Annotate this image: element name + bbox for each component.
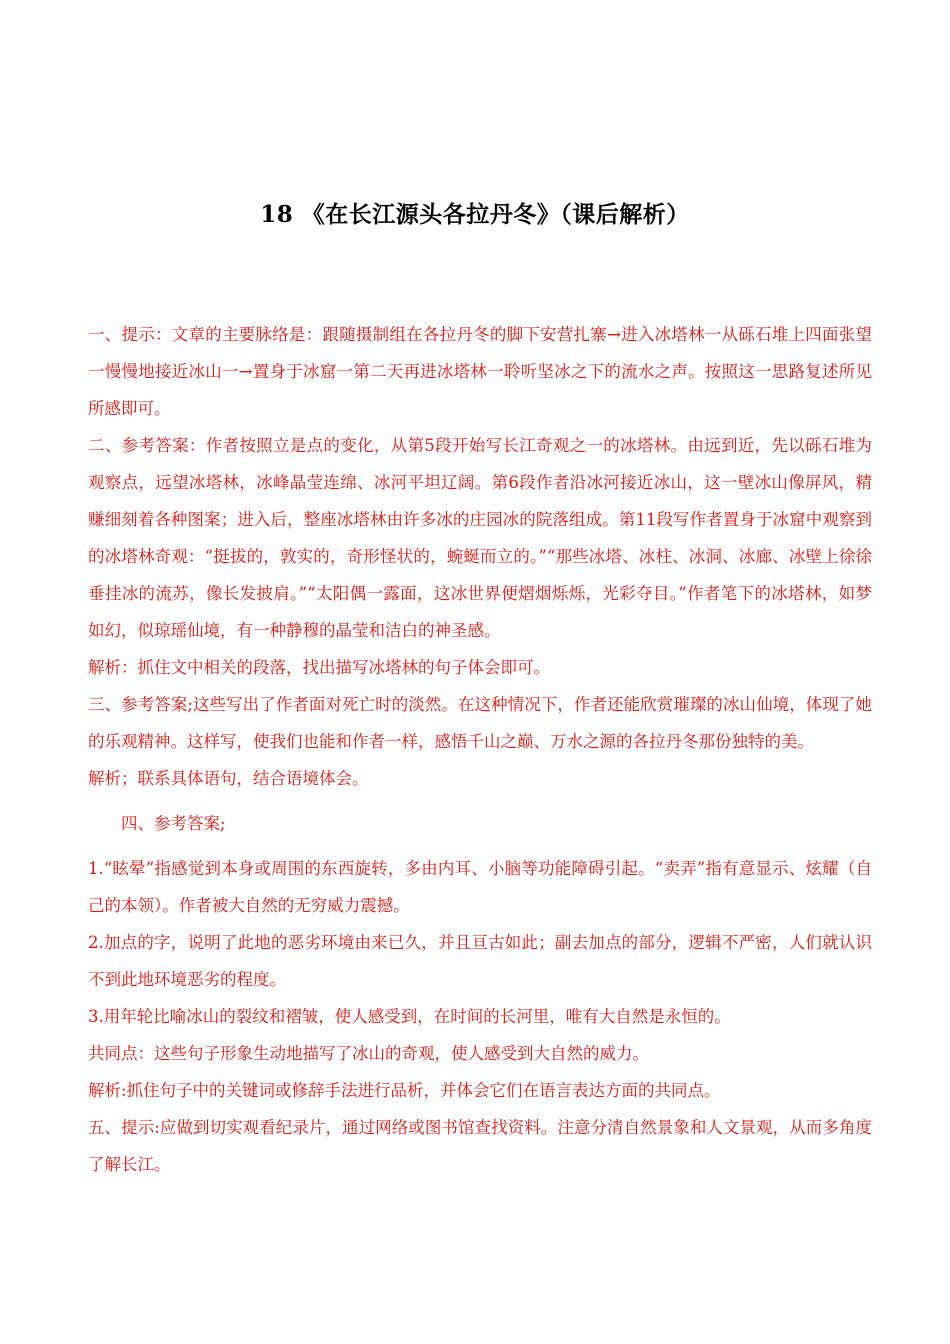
section-three-analysis: 解析；联系具体语句，结合语境体会。 xyxy=(88,769,369,788)
section-four-analysis: 解析:抓住句子中的关键词或修辞手法进行品析，并体会它们在语言表达方面的共同点。 xyxy=(88,1081,721,1100)
section-four-common-point: 共同点：这些句子形象生动地描写了冰山的奇观，使人感受到大自然的威力。 xyxy=(88,1044,649,1063)
section-four-item-2: 2.加点的字，说明了此地的恶劣环境由来已久，并且亘古如此；副去加点的部分，逻辑不严密，人们就认识不到此地环境恶劣的程度。 xyxy=(88,933,872,989)
section-three-answer: 三、参考答案;这些写出了作者面对死亡时的淡然。在这种情况下，作者还能欣赏璀璨的冰山仙境，体现了她的乐观精神。这样写，使我们也能和作者一样，感悟千山之巅、万水之源的各拉丹冬那份独特的美。 xyxy=(88,695,872,751)
section-one-hint: 一、提示：文章的主要脉络是：跟随摄制组在各拉丹冬的脚下安营扎寨→进入冰塔林一从砾石堆上四面张望一慢慢地接近冰山一→置身于冰窟一第二天再进冰塔林一聆听坚冰之下的流水之声。按照这一思路复述所见所感即可。 xyxy=(88,325,872,418)
section-five-hint: 五、提示:应做到切实观看纪录片，通过网络或图书馆查找资料。注意分清自然景象和人文景观，从而多角度了解长江。 xyxy=(88,1118,872,1174)
answer-body xyxy=(88,316,872,1183)
page-title: 18 《在长江源头各拉丹冬》（课后解析） xyxy=(260,201,690,228)
section-two-answer: 二、参考答案：作者按照立是点的变化，从第5段开始写长江奇观之一的冰塔林。由远到近，先以砾石堆为观察点，远望冰塔林，冰峰晶莹连绵、冰河平坦辽阔。第6段作者沿冰河接近冰山，这一壁冰山像屏风，精赚细刻着各种图案；进入后，整座冰塔林由许多冰的庄园冰的院落组成。第11段写作者置身于冰窟中观察到的冰塔林奇观：“挺拔的，敦实的，奇形怪状的，蜿蜒而立的。”“那些冰塔、冰柱、冰洞、冰廊、冰壁上徐徐垂挂冰的流苏，像长发披肩。”“太阳偶一露面，这冰世界便熠烟烁烁，光彩夺目。”作者笔下的冰塔林，如梦如幻，似琼瑶仙境，有一种静穆的晶莹和洁白的神圣感。 xyxy=(88,436,872,640)
section-four-item-1: 1.“眩晕”指感觉到本身或周围的东西旋转，多由内耳、小脑等功能障碍引起。“卖弄”指有意显示、炫耀（自己的本领）。作者被大自然的无穷威力震撼。 xyxy=(88,859,872,915)
section-four-item-3: 3.用年轮比喻冰山的裂纹和褶皱，使人感受到，在时间的长河里，唯有大自然是永恒的。 xyxy=(88,1007,731,1026)
section-two-analysis: 解析：抓住文中相关的段落，找出描写冰塔林的句子体会即可。 xyxy=(88,658,550,677)
section-four-heading: 四、参考答案; xyxy=(121,814,226,833)
